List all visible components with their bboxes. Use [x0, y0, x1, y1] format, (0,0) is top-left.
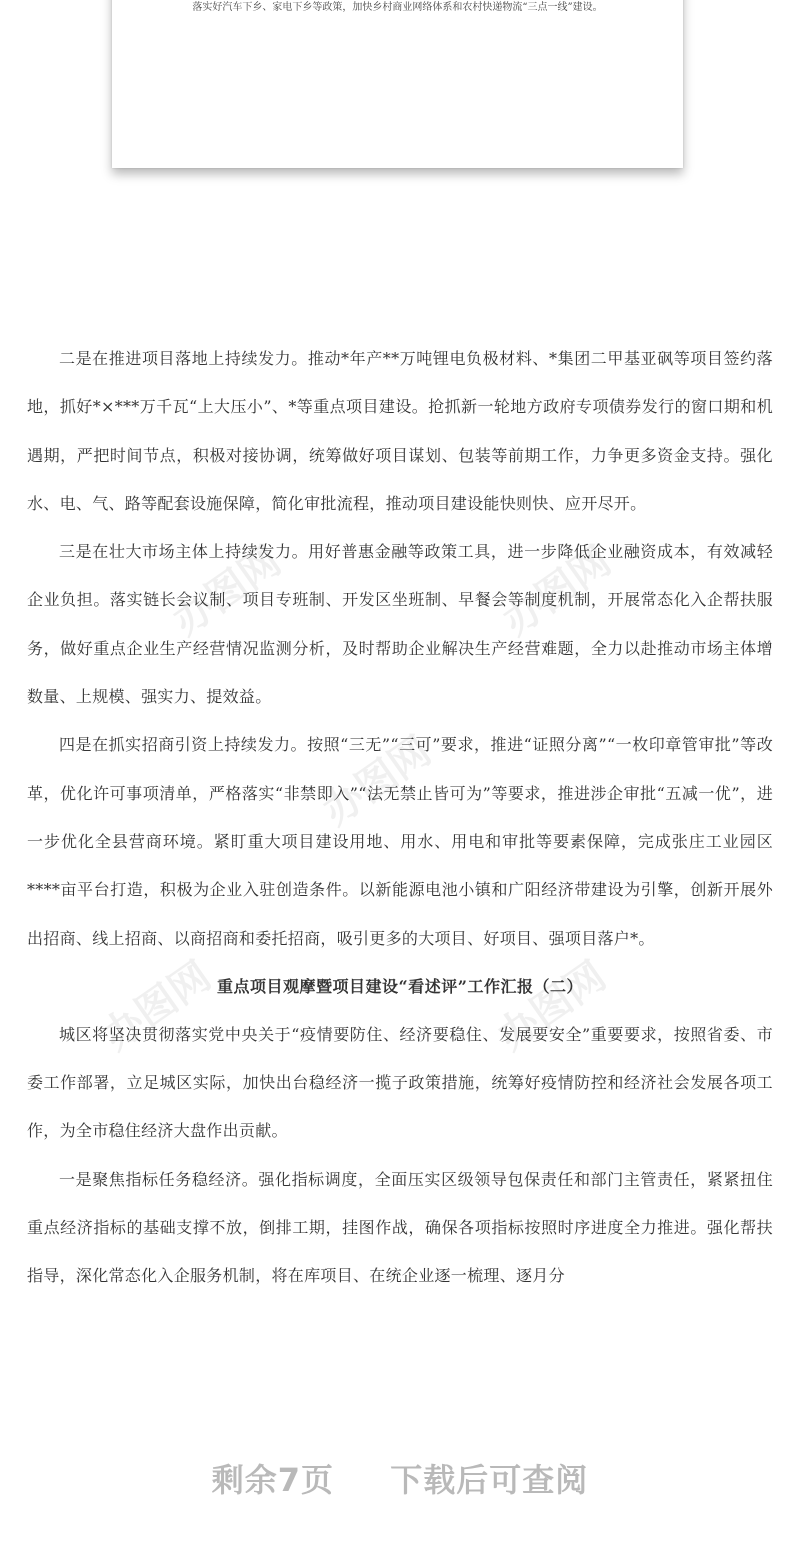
- watermark: 办图网: [314, 728, 440, 835]
- watermark: 办图网: [94, 953, 220, 1060]
- remaining-pages-label: 剩余7页: [211, 1461, 335, 1499]
- paragraph: 城区将坚决贯彻落实党中央关于“疫情要防住、经济要稳住、发展要安全”重要要求，按照省委、市委工作部署，立足城区实际，加快出台稳经济一揽子政策措施，统筹好疫情防控和经济社会发展各项工作，为全市稳住经济大盘作出贡献。: [27, 1024, 773, 1141]
- paragraph: 一是聚焦指标任务稳经济。强化指标调度，全面压实区级领导包保责任和部门主管责任，紧紧扭住重点经济指标的基础支撑不放，倒排工期，挂图作战，确保各项指标按照时序进度全力推进。强化帮扶指导，深化常态化入企服务机制，将在库项目、在统企业逐一梳理、逐月分: [27, 1169, 773, 1286]
- previous-page-preview: [112, 0, 683, 168]
- watermark: 办图网: [164, 538, 290, 645]
- download-prompt[interactable]: [0, 1455, 800, 1501]
- watermark: 办图网: [489, 953, 615, 1060]
- paragraph: 三是在壮大市场主体上持续发力。用好普惠金融等政策工具，进一步降低企业融资成本，有效减轻企业负担。落实链长会议制、项目专班制、开发区坐班制、早餐会等制度机制，开展常态化入企帮扶服务，做好重点企业生产经营情况监测分析，及时帮助企业解决生产经营难题，全力以赴推动市场主体增数量、上规模、强实力、提效益。: [27, 542, 773, 707]
- watermark: 办图网: [494, 538, 620, 645]
- paragraph: 二是在推进项目落地上持续发力。推动*年产**万吨锂电负极材料、*集团二甲基亚砜等项目签约落地，抓好*×***万千瓦“上大压小”、*等重点项目建设。抢抓新一轮地方政府专项债券发行的窗口期和机遇期，严把时间节点，积极对接协调，统筹做好项目谋划、包装等前期工作，力争更多资金支持。强化水、电、气、路等配套设施保障，简化审批流程，推动项目建设能快则快、应开尽开。: [27, 349, 773, 513]
- download-hint-label: 下载后可查阅: [390, 1461, 589, 1499]
- preview-text-line: 落实好汽车下乡、家电下乡等政策，加快乡村商业网络体系和农村快递物流“三点一线”建设。: [192, 2, 603, 13]
- document-body: [27, 335, 773, 1301]
- paragraph: 四是在抓实招商引资上持续发力。按照“三无”“三可”要求，推进“证照分离”“一枚印章管审批”等改革，优化许可事项清单，严格落实“非禁即入”“法无禁止皆可为”等要求，推进涉企审批“五减一优”，进一步优化全县营商环境。紧盯重大项目建设用地、用水、用电和审批等要素保障，完成张庄工业园区****亩平台打造，积极为企业入驻创造条件。以新能源电池小镇和广阳经济带建设为引擎，创新开展外出招商、线上招商、以商招商和委托招商，吸引更多的大项目、好项目、强项目落户*。: [27, 735, 773, 948]
- section-heading: 重点项目观摩暨项目建设“看述评”工作汇报（二）: [217, 976, 583, 996]
